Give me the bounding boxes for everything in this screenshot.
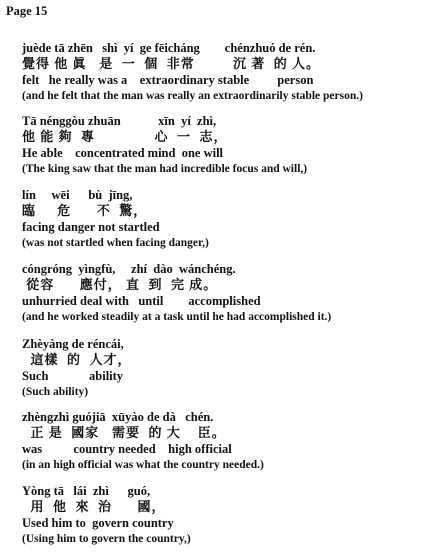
page-number: Page 15	[6, 4, 48, 18]
pinyin-line: Tā nénggòu zhuān xīn yí zhì,	[22, 114, 217, 128]
pinyin-line: juède tā zhēn shì yí ge fēicháng chénzhuó de rén.	[22, 41, 316, 55]
gloss-line: felt he really was a extraordinary stable person	[22, 73, 314, 87]
chinese-line: 正 是 國家 需要 的 大 臣。	[22, 425, 226, 440]
chinese-line: 用 他 來 治 國，	[22, 499, 166, 514]
translation-line: (Using him to govern the country,)	[22, 533, 191, 545]
translation-line: (The king saw that the man had incredible focus and will,)	[22, 163, 308, 175]
chinese-line: 覺得 他 眞 是 一 個 非常 沉 著 的 人。	[22, 56, 321, 71]
translation-line: (in an high official was what the country needed.)	[22, 459, 264, 471]
pinyin-line: lín wēi bù jīng,	[22, 188, 133, 202]
text-block-4	[22, 261, 419, 325]
text-block-6	[22, 409, 419, 473]
chinese-line: 臨 危 不 驚，	[22, 203, 148, 218]
translation-line: (was not startled when facing danger,)	[22, 237, 209, 249]
gloss-line: Used him to govern country	[22, 516, 174, 530]
translation-line: (Such ability)	[22, 386, 89, 398]
translation-line: (and he felt that the man was really an extraordinarily stable person.)	[22, 90, 363, 102]
chinese-line: 從容 應付， 直 到 完 成。	[22, 277, 218, 292]
text-block-1	[22, 40, 419, 104]
pinyin-line: Zhèyàng de réncái,	[22, 337, 124, 351]
text-block-2	[22, 113, 419, 177]
translation-line: (and he worked steadily at a task until he had accomplished it.)	[22, 311, 332, 323]
gloss-line: facing danger not startled	[22, 220, 160, 234]
gloss-line: was country needed high official	[22, 442, 232, 456]
gloss-line: unhurried deal with until accomplished	[22, 294, 261, 308]
text-block-5	[22, 336, 419, 400]
text-block-7	[22, 483, 419, 547]
pinyin-line: zhèngzhì guójiā xūyào de dà chén.	[22, 410, 214, 424]
gloss-line: He able concentrated mind one will	[22, 146, 224, 160]
pinyin-line: Yòng tā lái zhì guó,	[22, 484, 151, 498]
chinese-line: 這樣 的 人才，	[22, 352, 132, 367]
chinese-line: 他 能 夠 專 心 一 志，	[22, 129, 228, 144]
gloss-line: Such ability	[22, 369, 124, 383]
pinyin-line: cóngróng yìngfù, zhí dào wánchéng.	[22, 262, 236, 276]
text-block-3	[22, 187, 419, 251]
